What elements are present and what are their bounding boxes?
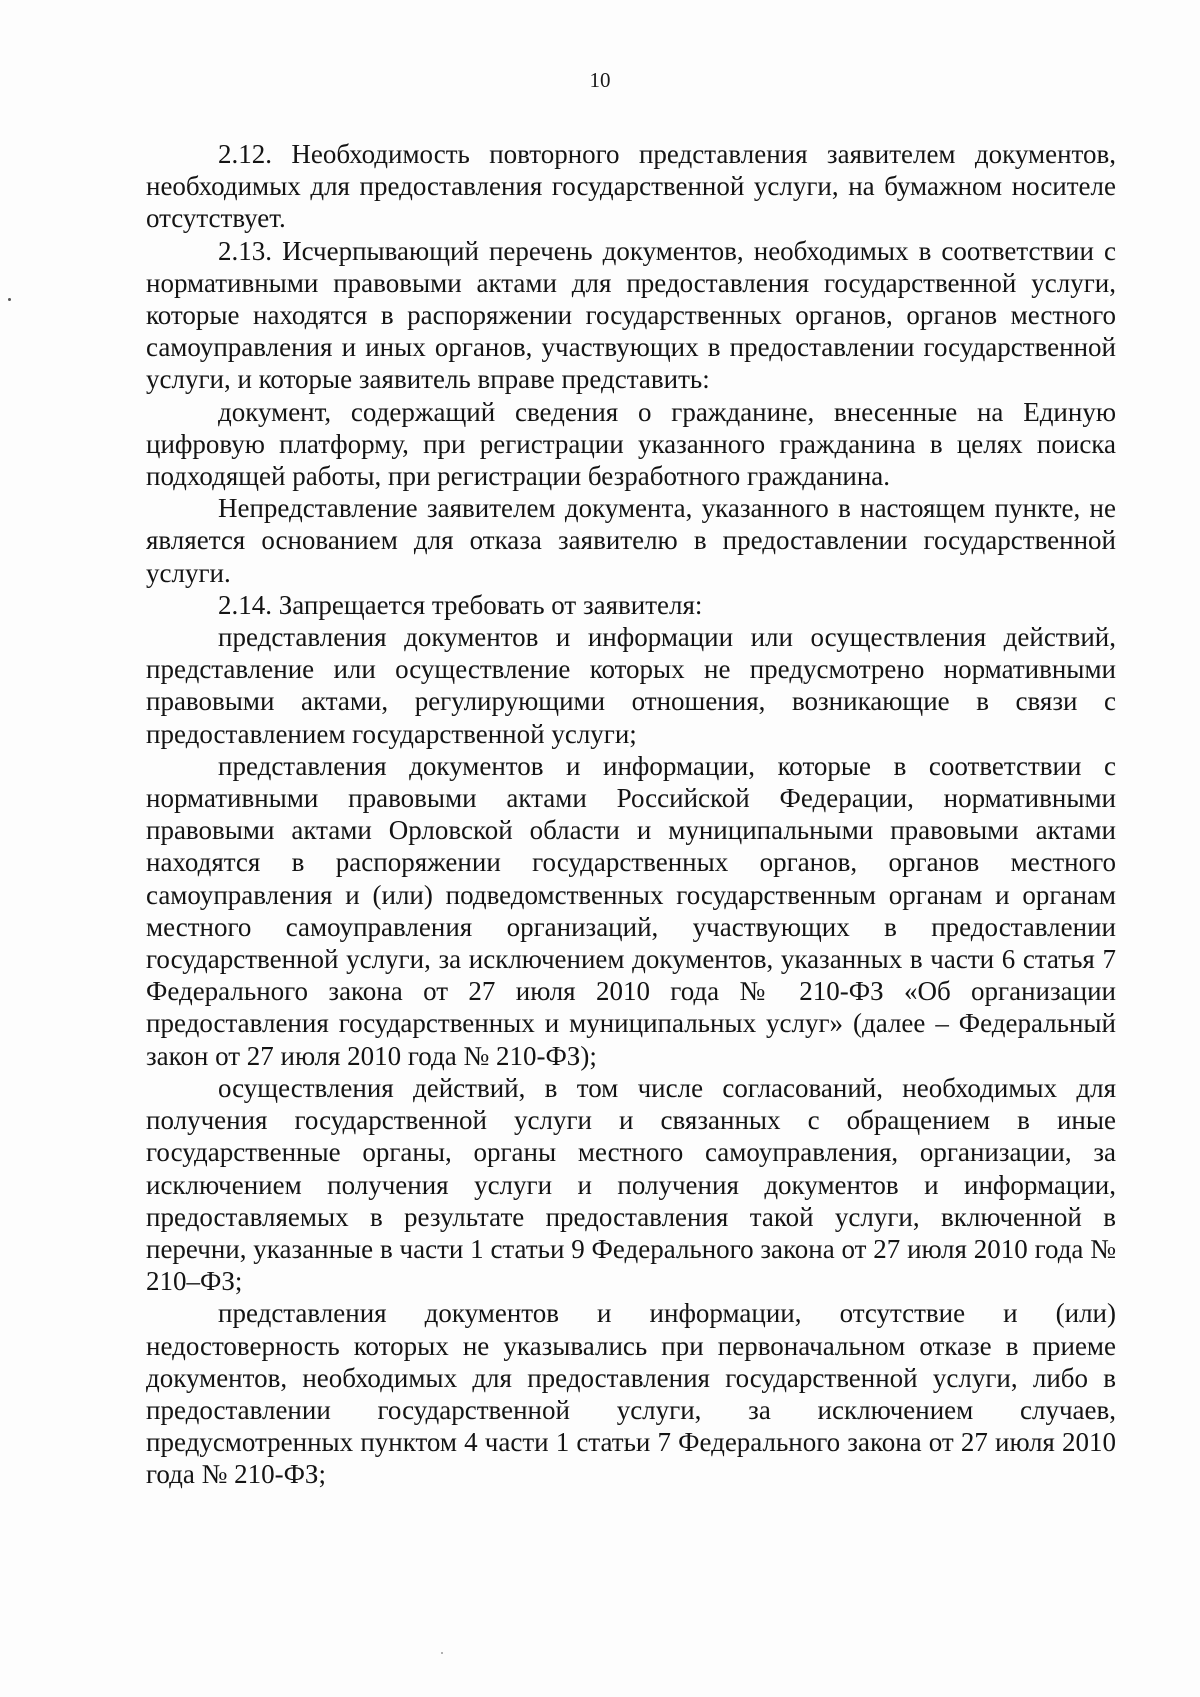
- paragraph-2-14: 2.14. Запрещается требовать от заявителя:: [218, 589, 703, 620]
- scan-artifact-dot-bottom: [441, 1652, 443, 1654]
- scan-artifact-dot: [8, 298, 11, 301]
- paragraph-2-13-document: документ, содержащий сведения о гражданине, внесенные на Единую цифровую платформу, при регистрации указанного гражданина в целях поиска подходящей работы, при регистрации безработного гражданина.: [146, 396, 1116, 492]
- paragraph-2-13-non-submission: Непредставление заявителем документа, указанного в настоящем пункте, не является основанием для отказа заявителю в предоставлении государственной услуги.: [146, 493, 1116, 588]
- page-number: 10: [589, 68, 611, 92]
- document-body: [146, 138, 1116, 1491]
- paragraph-2-14-item-4: представления документов и информации, отсутствие и (или) недостоверность которых не указывались при первоначальном отказе в приеме документов, необходимых для предоставления государственной услуги, либо в предоставлении государственной услуги, за исключением случаев, предусмотренных пунктом 4 части 1 статьи 7 Федерального закона от 27 июля 2010 года № 210-ФЗ;: [146, 1298, 1116, 1490]
- paragraph-2-14-item-1: представления документов и информации или осуществления действий, представление или осуществление которых не предусмотрено нормативными правовыми актами, регулирующими отношения, возникающие в связи с предоставлением государственной услуги;: [146, 622, 1116, 749]
- paragraph-2-14-item-2: представления документов и информации, которые в соответствии с нормативными правовыми актами Российской Федерации, нормативными правовыми актами Орловской области и муниципальными правовыми актами находятся в распоряжении государственных органов, органов местного самоуправления и (или) подведомственных государственным органам и органам местного самоуправления организаций, участвующих в предоставлении государственной услуги, за исключением документов, указанных в части 6 статья 7 Федерального закона от 27 июля 2010 года № 210-ФЗ «Об организации предоставления государственных и муниципальных услуг» (далее – Федеральный закон от 27 июля 2010 года № 210-ФЗ);: [146, 750, 1116, 1071]
- paragraph-2-14-item-3: осуществления действий, в том числе согласований, необходимых для получения государственной услуги и связанных с обращением в иные государственные органы, органы местного самоуправления, организации, за исключением получения услуги и получения документов и информации, предоставляемых в результате предоставления такой услуги, включенной в перечни, указанные в части 1 статьи 9 Федерального закона от 27 июля 2010 года № 210–ФЗ;: [146, 1072, 1116, 1297]
- paragraph-2-13: 2.13. Исчерпывающий перечень документов, необходимых в соответствии с нормативными правовыми актами для предоставления государственной услуги, которые находятся в распоряжении государственных органов, органов местного самоуправления и иных органов, участвующих в предоставлении государственной услуги, и которые заявитель вправе представить:: [146, 235, 1116, 395]
- paragraph-2-12: 2.12. Необходимость повторного представления заявителем документов, необходимых для предоставления государственной услуги, на бумажном носителе отсутствует.: [146, 139, 1116, 234]
